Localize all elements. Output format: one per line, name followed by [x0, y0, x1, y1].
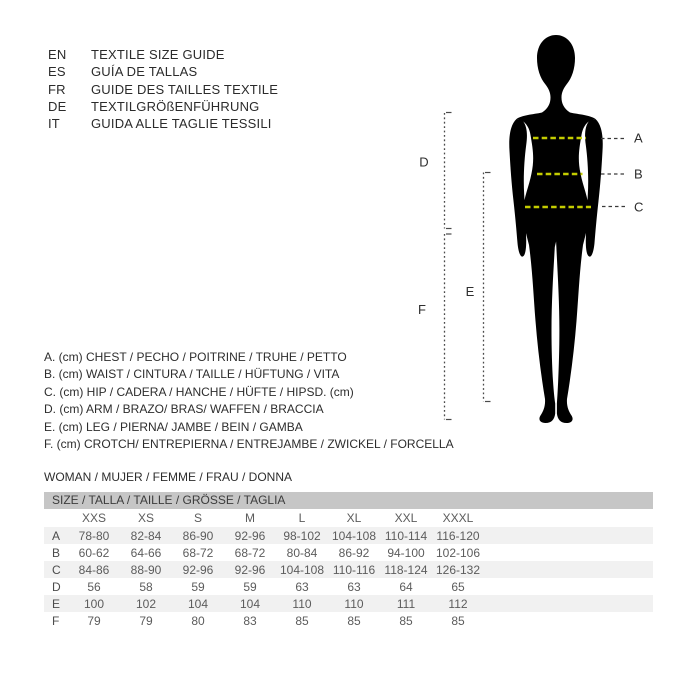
size-column-header: S — [193, 511, 202, 525]
crotch-marker-label: F — [418, 302, 426, 317]
size-value: 100 — [83, 596, 105, 611]
size-column-header: M — [245, 511, 255, 525]
empty-cell — [484, 544, 653, 561]
size-value: 68-72 — [234, 545, 266, 560]
measurement-definition: F. (cm) CROTCH/ ENTREPIERNA / ENTREJAMBE / ZWICKEL / FORCELLA — [44, 437, 454, 452]
size-value: 126-132 — [435, 562, 481, 577]
size-value: 64-66 — [130, 545, 162, 560]
size-columns-row — [44, 509, 653, 527]
language-code: FR — [48, 81, 66, 97]
language-code: EN — [48, 47, 67, 62]
language-row — [48, 46, 278, 63]
table-row — [44, 578, 653, 595]
guide-title: GUIDE DES TAILLES TEXTILE — [91, 81, 279, 97]
size-value: 85 — [347, 613, 361, 628]
size-column-header: XXS — [81, 511, 106, 525]
guide-title: GUIDA ALLE TAGLIE TESSILI — [91, 116, 272, 132]
size-value: 68-72 — [182, 545, 214, 560]
size-value: 85 — [451, 613, 465, 628]
size-value: 84-86 — [78, 562, 110, 577]
size-table-banner: SIZE / TALLA / TAILLE / GRÖSSE / TAGLIA — [44, 492, 653, 509]
size-value: 83 — [243, 613, 257, 628]
measurement-definition: D. (cm) ARM / BRAZO/ BRAS/ WAFFEN / BRACCIA — [44, 402, 324, 417]
table-row — [44, 595, 653, 612]
size-value: 86-90 — [182, 528, 214, 543]
size-value: 92-96 — [234, 562, 266, 577]
size-value: 88-90 — [130, 562, 162, 577]
measurement-definition: A. (cm) CHEST / PECHO / POITRINE / TRUHE / PETTO — [44, 350, 347, 364]
language-row — [48, 63, 278, 80]
size-value: 59 — [243, 579, 257, 594]
empty-cell — [484, 509, 653, 527]
size-table — [44, 509, 653, 629]
hip-marker-label: C — [634, 199, 644, 215]
left-arm — [509, 119, 527, 257]
size-value: 85 — [399, 613, 413, 628]
size-value: 104-108 — [331, 528, 377, 543]
size-table-section — [44, 492, 653, 629]
table-row — [44, 527, 653, 544]
measurement-definitions — [44, 349, 454, 453]
size-value: 102-106 — [435, 545, 481, 560]
guide-title: GUÍA DE TALLAS — [91, 64, 198, 80]
empty-cell — [484, 527, 653, 544]
size-value: 110-116 — [332, 562, 376, 577]
row-label: A — [52, 528, 61, 543]
language-code: DE — [48, 98, 67, 114]
measurement-definition: B. (cm) WAIST / CINTURA / TAILLE / HÜFTUNG / VITA — [44, 367, 340, 382]
language-code: ES — [48, 64, 66, 80]
size-value: 104 — [187, 596, 209, 611]
empty-cell — [484, 612, 653, 629]
row-label: E — [52, 596, 61, 611]
size-value: 112 — [448, 596, 468, 611]
size-value: 110 — [344, 596, 364, 611]
size-column-header: L — [298, 511, 306, 525]
size-value: 60-62 — [78, 545, 110, 560]
size-value: 63 — [347, 579, 361, 594]
size-value: 92-96 — [234, 528, 266, 543]
size-value: 80 — [191, 613, 205, 628]
right-arm — [585, 119, 603, 257]
size-value: 79 — [139, 613, 153, 628]
gender-heading: WOMAN / MUJER / FEMME / FRAU / DONNA — [44, 470, 292, 484]
woman-silhouette — [509, 35, 602, 423]
empty-cell — [484, 578, 653, 595]
table-row — [44, 612, 653, 629]
size-value: 104 — [239, 596, 261, 611]
row-label: C — [52, 562, 61, 577]
size-value: 58 — [139, 579, 153, 594]
size-value: 118-124 — [384, 562, 428, 577]
language-row — [48, 81, 278, 98]
size-value: 86-92 — [338, 545, 370, 560]
language-code: IT — [48, 116, 60, 132]
empty-cell — [484, 561, 653, 578]
size-value: 82-84 — [130, 528, 162, 543]
row-label: B — [52, 545, 61, 560]
size-value: 64 — [399, 579, 413, 594]
size-value: 59 — [191, 579, 205, 594]
size-value: 116-120 — [436, 528, 480, 543]
language-title-list — [48, 46, 278, 132]
arm-marker-label: D — [419, 154, 429, 170]
row-label: D — [52, 579, 61, 594]
waist-marker-label: B — [634, 166, 643, 182]
chest-marker-label: A — [634, 130, 643, 146]
guide-title: TEXTILE SIZE GUIDE — [91, 47, 225, 62]
guide-title: TEXTILGRÖßENFÜHRUNG — [91, 98, 260, 114]
size-column-header: XS — [137, 511, 154, 525]
measurement-definition: C. (cm) HIP / CADERA / HANCHE / HÜFTE / HIPSD. (cm) — [44, 384, 354, 399]
size-value: 92-96 — [182, 562, 214, 577]
table-row — [44, 544, 653, 561]
table-row — [44, 561, 653, 578]
size-value: 98-102 — [283, 528, 321, 543]
size-column-header: XXL — [394, 511, 418, 525]
size-value: 79 — [87, 613, 101, 628]
size-column-header: XL — [346, 511, 362, 525]
empty-cell — [44, 509, 68, 527]
size-value: 65 — [451, 579, 465, 594]
size-value: 56 — [87, 579, 101, 594]
size-value: 102 — [135, 596, 157, 611]
language-row — [48, 98, 278, 115]
size-column-header: XXXL — [442, 511, 474, 525]
size-value: 110 — [292, 596, 312, 611]
row-label: F — [52, 613, 60, 628]
size-value: 78-80 — [78, 528, 110, 543]
measurement-definition: E. (cm) LEG / PIERNA/ JAMBE / BEIN / GAMBA — [44, 419, 303, 434]
size-value: 94-100 — [387, 545, 425, 560]
size-value: 111 — [396, 596, 416, 611]
size-value: 80-84 — [286, 545, 318, 560]
language-row — [48, 115, 278, 132]
size-value: 104-108 — [279, 562, 325, 577]
empty-cell — [484, 595, 653, 612]
size-value: 110-114 — [384, 528, 428, 543]
leg-marker-label: E — [465, 284, 475, 299]
size-value: 85 — [295, 613, 309, 628]
size-value: 63 — [295, 579, 309, 594]
